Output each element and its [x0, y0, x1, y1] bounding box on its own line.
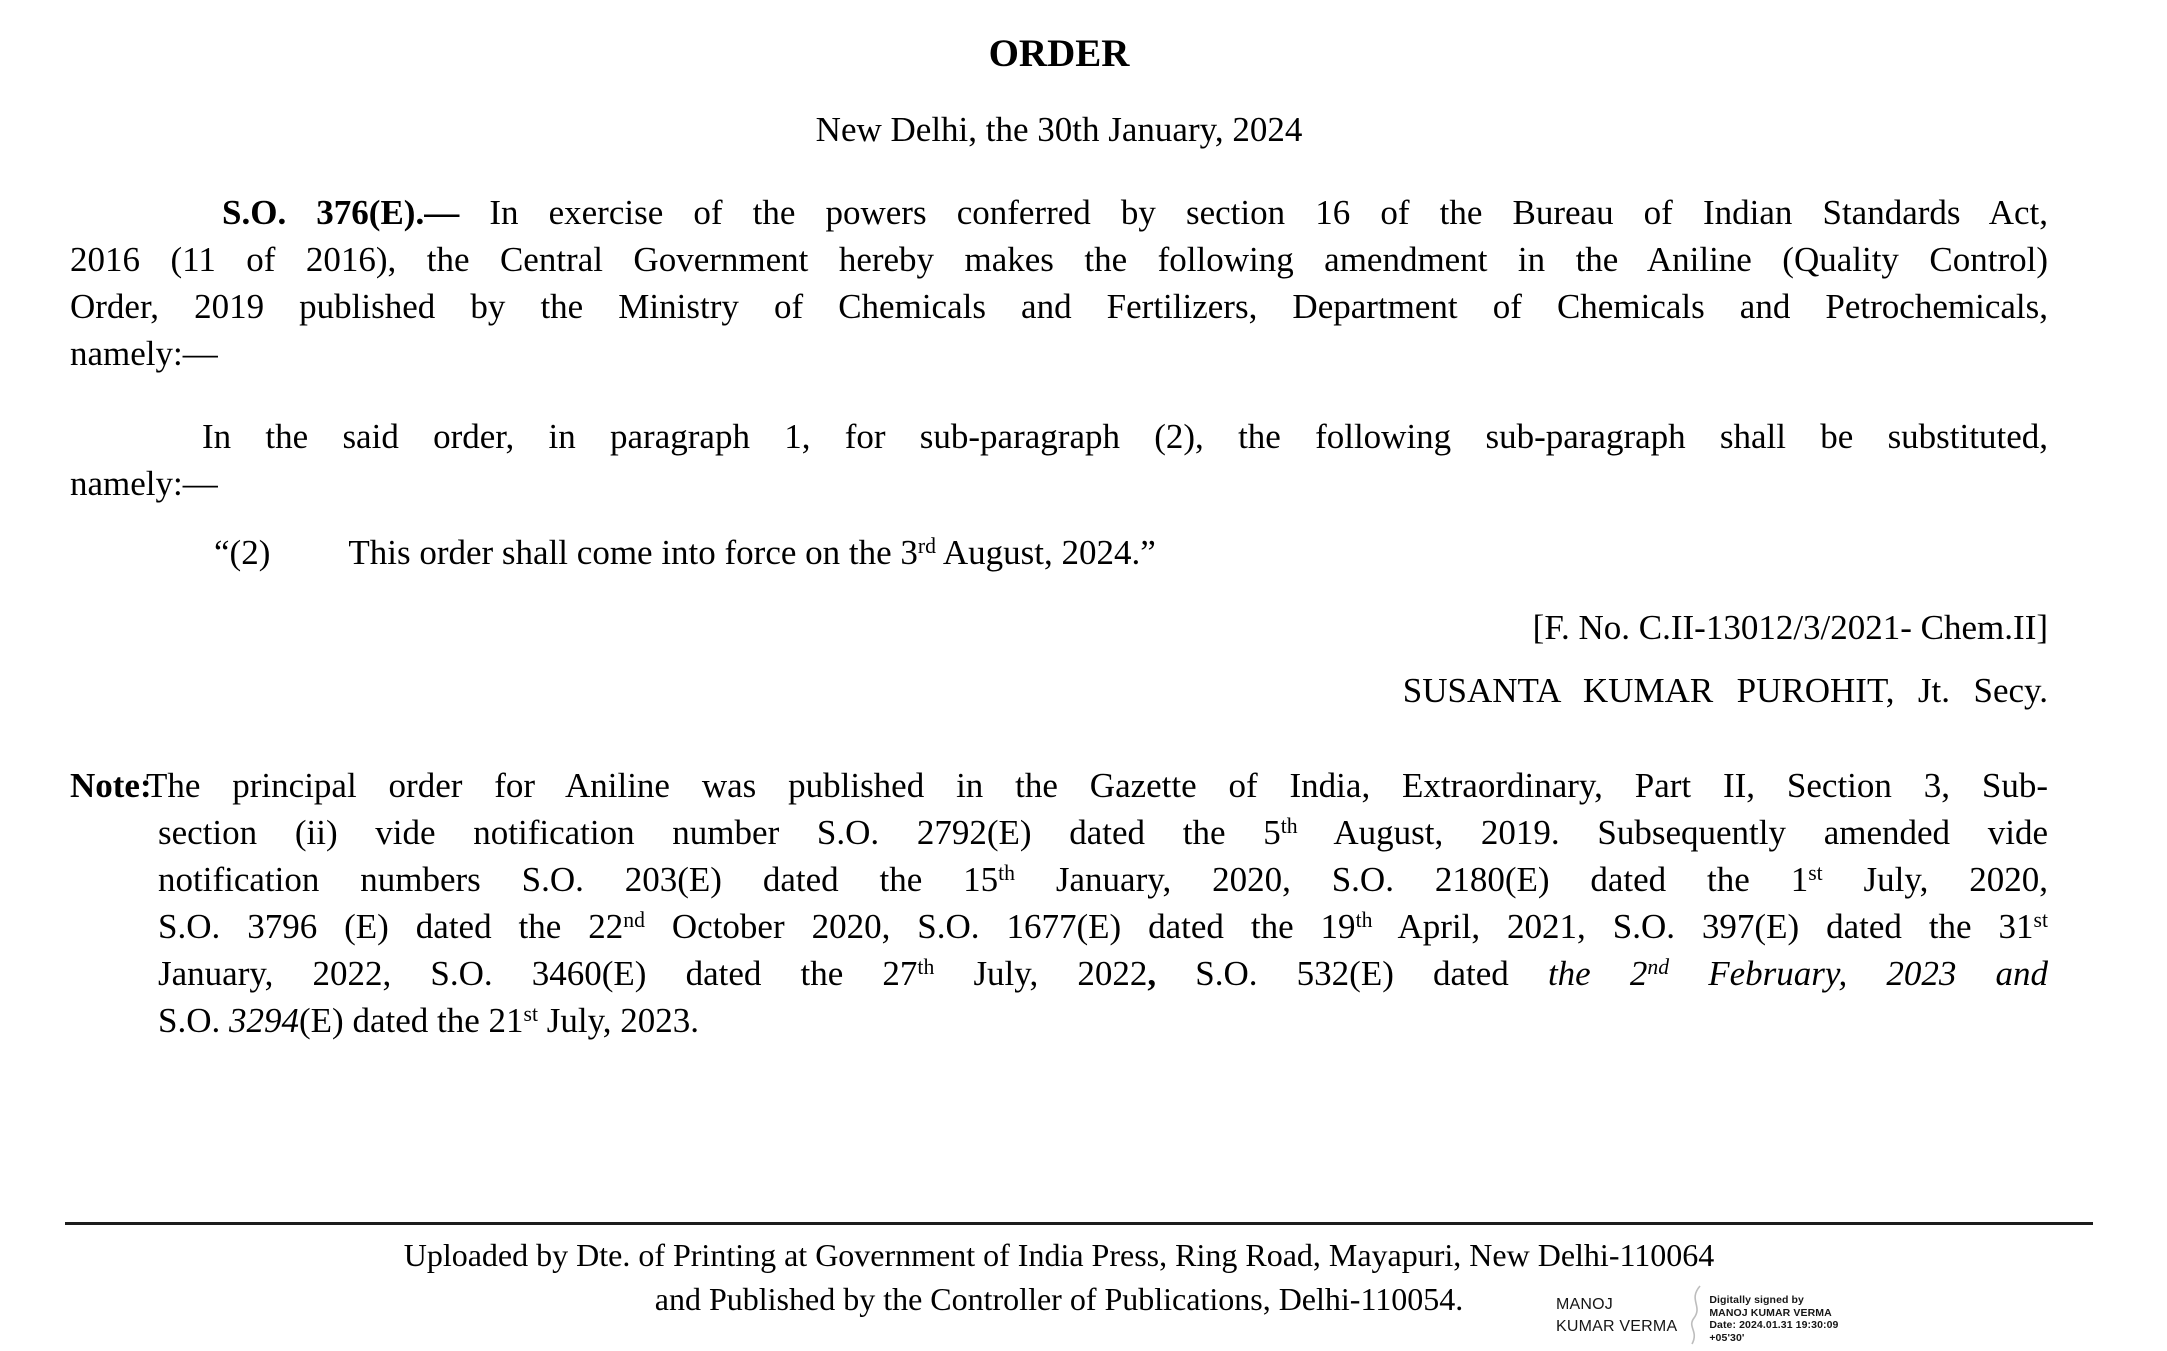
text-line — [70, 283, 2048, 330]
text-segment: th — [1280, 814, 1298, 839]
note-section — [70, 762, 2048, 1044]
text-segment: This order shall come into force on the 3 — [348, 533, 918, 572]
document-title: ORDER — [988, 32, 1130, 75]
text-segment: August, 2024.” — [936, 533, 1156, 572]
text-segment: The principal order for Aniline was published in the Gazette of India, Extraordinary, Part II, Section 3, Sub- — [146, 766, 2048, 805]
dateline: New Delhi, the 30th January, 2024 — [815, 110, 1303, 149]
text-segment: S.O. — [158, 1001, 229, 1040]
text-segment: January, 2020, S.O. 2180(E) dated the 1 — [1015, 860, 1809, 899]
text-segment: Order, 2019 published by the Ministry of Chemicals and Fertilizers, Department of Chemicals and Petrochemicals, — [70, 287, 2048, 326]
text-segment: In the said order, in paragraph 1, for sub-paragraph (2), the following sub-paragraph shall be substituted, — [202, 417, 2048, 456]
text-segment: st — [1808, 861, 1823, 886]
text-line — [146, 762, 2048, 809]
text-segment: th — [917, 955, 935, 980]
text-line — [158, 950, 2048, 997]
text-line — [70, 413, 2048, 460]
text-line — [70, 236, 2048, 283]
text-segment: , — [1147, 954, 1157, 993]
signature-detail-line: Date: 2024.01.31 19:30:09 — [1709, 1319, 1839, 1331]
text-segment: nd — [1647, 955, 1670, 980]
footer-published-by: and Published by the Controller of Publications, Delhi-110054. — [654, 1281, 1464, 1317]
text-line — [70, 189, 2048, 236]
digital-signature-block — [1556, 1294, 1839, 1346]
text-line — [158, 903, 2048, 950]
text-segment: “(2) — [214, 533, 271, 572]
text-segment: namely:— — [70, 464, 218, 503]
signature-flourish-icon — [1685, 1284, 1705, 1346]
text-line — [158, 809, 2048, 856]
text-segment: st — [523, 1002, 538, 1027]
text-segment: April, 2021, S.O. 397(E) dated the 31 — [1372, 907, 2034, 946]
signer-name-line: MANOJ — [1556, 1296, 1613, 1313]
text-segment: July, 2023. — [537, 1001, 700, 1040]
text-segment: notification numbers S.O. 203(E) dated the 15 — [158, 860, 999, 899]
substituted-subparagraph — [70, 529, 2048, 576]
text-segment: nd — [623, 908, 645, 933]
text-segment: (E) dated the 21 — [299, 1001, 524, 1040]
text-segment: S.O. 376(E).— — [222, 193, 460, 232]
footer-uploaded-by: Uploaded by Dte. of Printing at Government of India Press, Ring Road, Mayapuri, New Delhi-110064 — [403, 1237, 1715, 1273]
text-segment: S.O. 3796 (E) dated the 22 — [158, 907, 624, 946]
footer-divider — [65, 1222, 2093, 1225]
signature-details — [1709, 1294, 1838, 1344]
text-segment: July, 2020, — [1822, 860, 2048, 899]
text-line — [158, 856, 2048, 903]
text-segment: July, 2022 — [934, 954, 1148, 993]
text-line — [70, 529, 2048, 576]
text-segment: namely:— — [70, 334, 218, 373]
text-segment: S.O. 532(E) dated — [1156, 954, 1548, 993]
text-segment: st — [2033, 908, 2048, 933]
text-segment: rd — [917, 534, 936, 559]
text-segment: th — [1355, 908, 1373, 933]
signature-detail-line: Digitally signed by — [1709, 1294, 1804, 1306]
text-segment: 2016 (11 of 2016), the Central Government hereby makes the following amendment in the Aniline (Quality Control) — [70, 240, 2048, 279]
note-label: Note: — [70, 766, 152, 805]
text-line — [70, 330, 2048, 377]
text-segment: February, 2023 and — [1669, 954, 2048, 993]
text-segment: October 2020, S.O. 1677(E) dated the 19 — [644, 907, 1356, 946]
text-segment: 3294 — [229, 1001, 299, 1040]
order-paragraph-1 — [70, 189, 2048, 377]
text-segment: In exercise of the powers conferred by section 16 of the Bureau of Indian Standards Act, — [459, 193, 2048, 232]
order-paragraph-2 — [70, 413, 2048, 507]
text-segment: th — [998, 861, 1015, 886]
text-line — [70, 460, 2048, 507]
signature-detail-line: +05'30' — [1709, 1331, 1745, 1344]
signer-name — [1556, 1294, 1677, 1338]
text-segment: the 2 — [1547, 954, 1648, 993]
signer-name-line: KUMAR VERMA — [1556, 1318, 1678, 1335]
text-segment: August, 2019. Subsequently amended vide — [1297, 813, 2048, 852]
text-line — [158, 997, 2048, 1044]
file-number: [F. No. C.II-13012/3/2021- Chem.II] — [1532, 608, 2048, 647]
text-segment: section (ii) vide notification number S.O. 2792(E) dated the 5 — [158, 813, 1281, 852]
text-segment: January, 2022, S.O. 3460(E) dated the 27 — [158, 954, 918, 993]
signature-detail-line: MANOJ KUMAR VERMA — [1709, 1306, 1832, 1319]
signatory-name: SUSANTA KUMAR PUROHIT, Jt. Secy. — [1402, 671, 2048, 710]
